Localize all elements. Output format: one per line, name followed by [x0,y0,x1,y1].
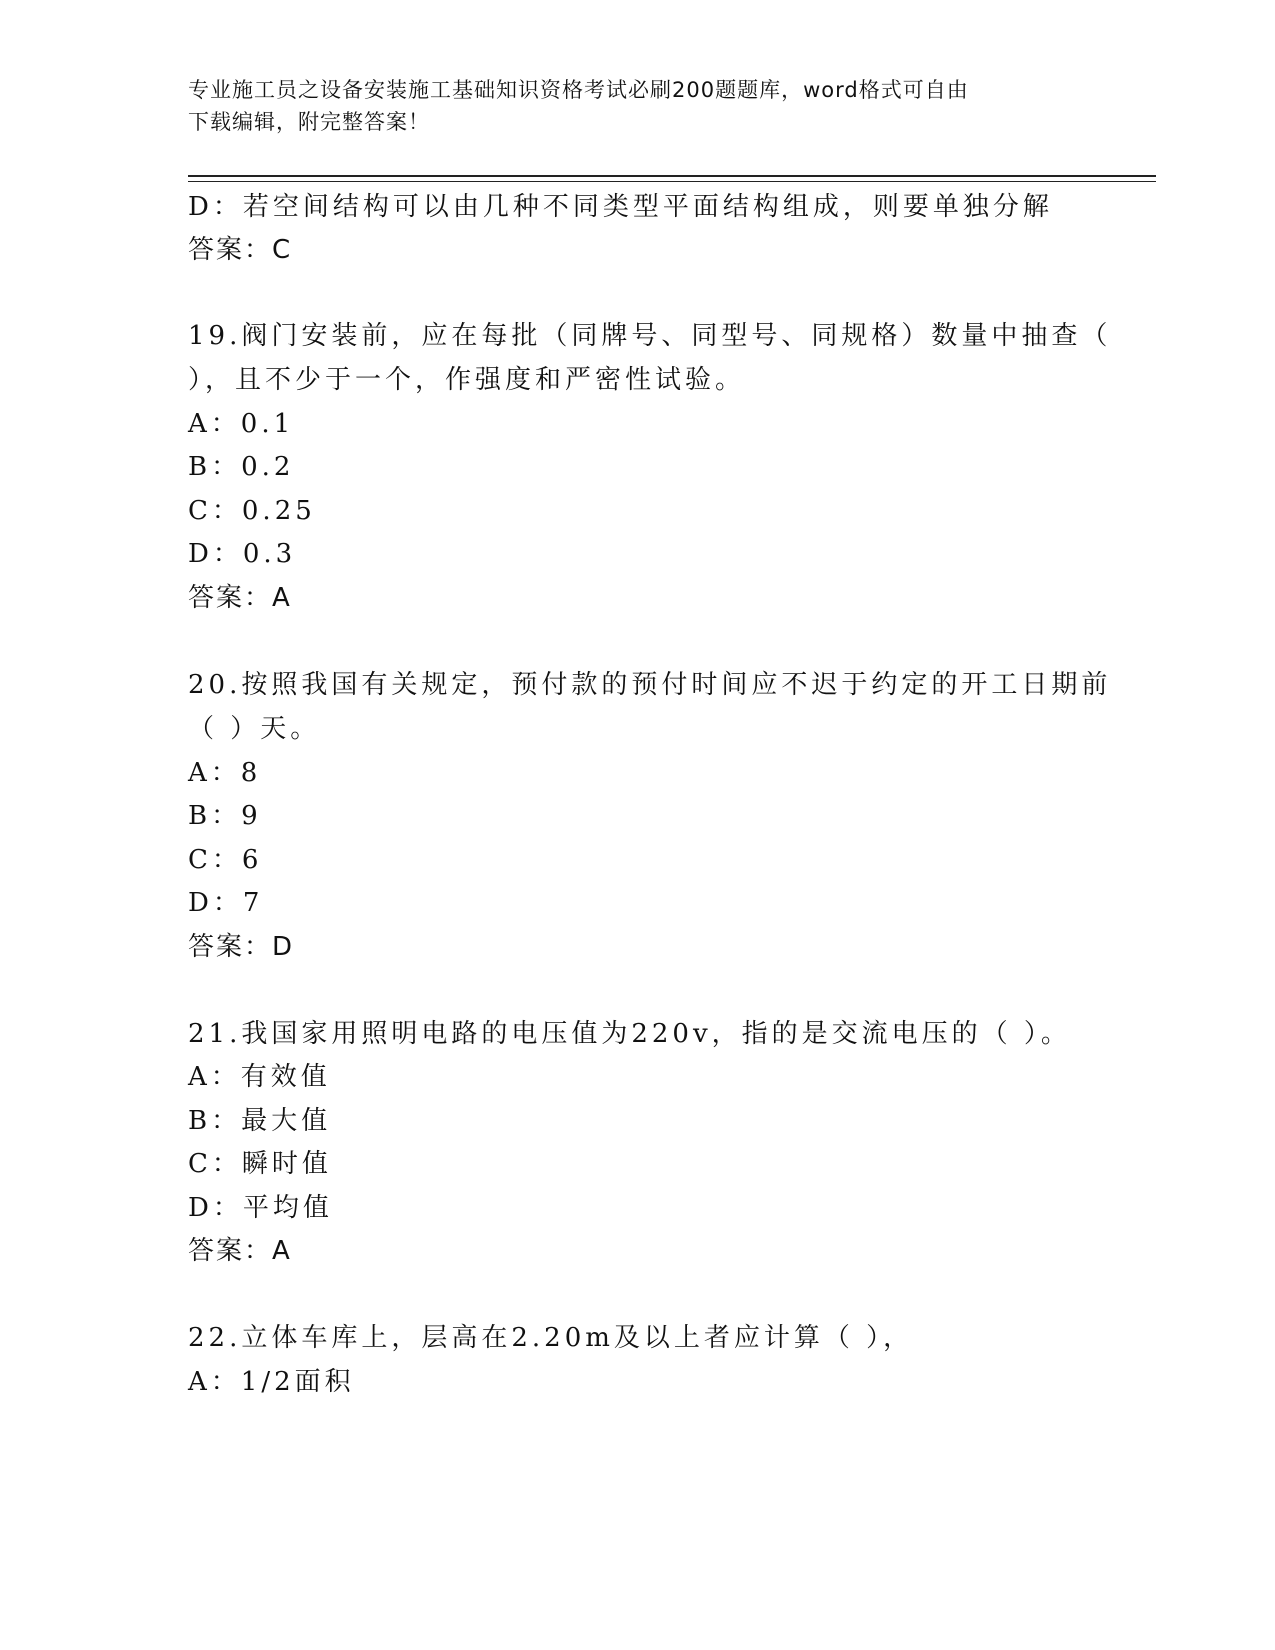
question-21-option-b: B：最大值 [188,1106,332,1136]
question-19-option-a: A：0.1 [188,409,295,439]
question-20-text-line-2: （ ）天。 [188,714,321,744]
question-19-text-line-1: 19.阀门安装前，应在每批（同牌号、同型号、同规格）数量中抽查（ [188,321,1112,351]
question-20-text-line-1: 20.按照我国有关规定，预付款的预付时间应不迟于约定的开工日期前 [188,670,1112,700]
question-21-option-a: A：有效值 [188,1062,331,1092]
question-20-option-b: B：9 [188,801,262,831]
question-20-answer: 答案：D [188,932,295,962]
question-19-text-line-2: ），且不少于一个，作强度和严密性试验。 [188,365,746,395]
question-19-answer: 答案：A [188,583,292,613]
header-line-1: 专业施工员之设备安装施工基础知识资格考试必刷200题题库，word格式可自由 [188,78,969,102]
document-header [188,74,1068,138]
header-line-2: 下载编辑，附完整答案！ [188,110,430,134]
question-19-option-d: D：0.3 [188,539,297,569]
question-20-option-c: C：6 [188,845,263,875]
question-21-answer: 答案：A [188,1236,292,1266]
question-21-text-line-1: 21.我国家用照明电路的电压值为220v，指的是交流电压的（ ）。 [188,1019,1071,1049]
question-20-option-d: D：7 [188,888,264,918]
question-22-option-a: A：1/2面积 [188,1367,355,1397]
header-divider-bottom [188,181,1156,182]
question-19-option-b: B：0.2 [188,452,295,482]
prev-answer: 答案：C [188,235,293,265]
question-22-text-line-1: 22.立体车库上，层高在2.20m及以上者应计算（ ）， [188,1323,914,1353]
prev-option-d: D：若空间结构可以由几种不同类型平面结构组成，则要单独分解 [188,192,1053,222]
header-divider-top [188,175,1156,177]
question-21-option-d: D：平均值 [188,1193,333,1223]
question-19-option-c: C：0.25 [188,496,316,526]
question-20-option-a: A：8 [188,758,262,788]
question-21-option-c: C：瞬时值 [188,1149,332,1179]
